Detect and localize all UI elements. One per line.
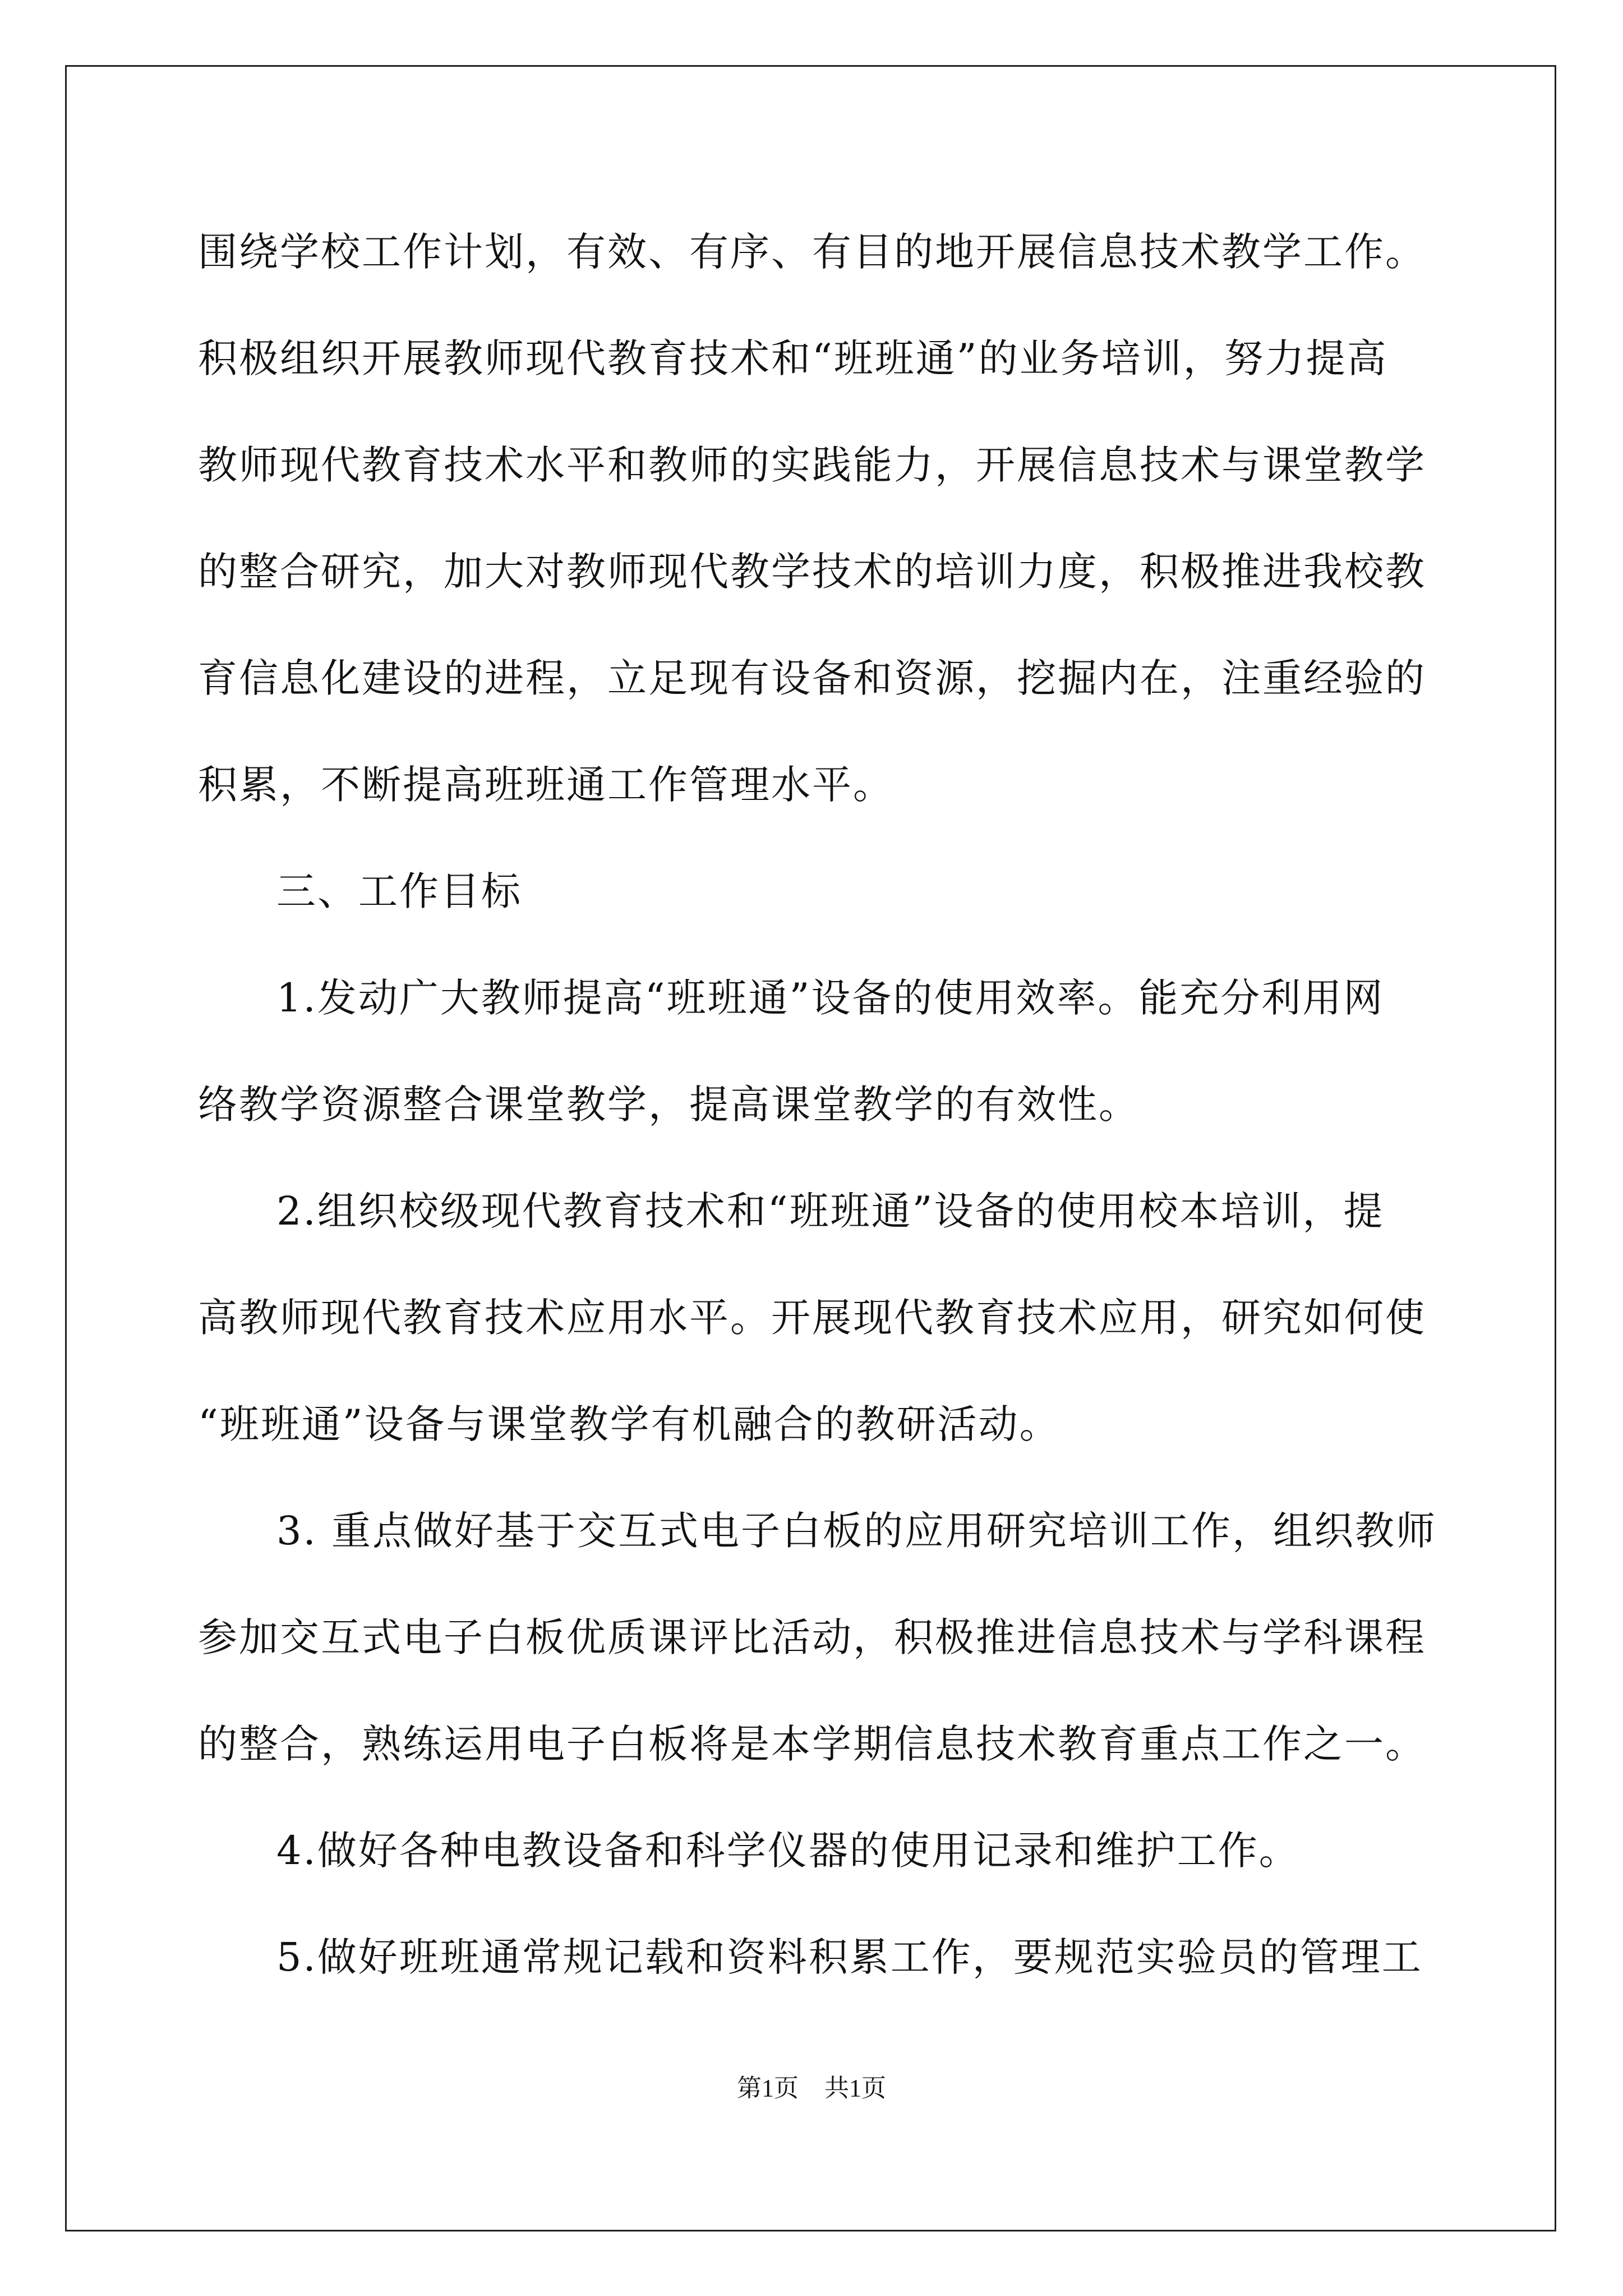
paragraph-line: 的整合研究，加大对教师现代教学技术的培训力度，积极推进我校教 — [198, 549, 1426, 595]
paragraph-line: 高教师现代教育技术应用水平。开展现代教育技术应用，研究如何使 — [198, 1295, 1426, 1341]
paragraph-line: 络教学资源整合课堂教学，提高课堂教学的有效性。 — [198, 1082, 1140, 1128]
paragraph-line: 围绕学校工作计划，有效、有序、有目的地开展信息技术教学工作。 — [198, 229, 1426, 275]
paragraph-line: 积极组织开展教师现代教育技术和“班班通”的业务培训，努力提高 — [198, 335, 1388, 381]
paragraph-line: 育信息化建设的进程，立足现有设备和资源，挖掘内在，注重经验的 — [198, 655, 1426, 701]
paragraph-line: 的整合，熟练运用电子白板将是本学期信息技术教育重点工作之一。 — [198, 1721, 1426, 1767]
paragraph-line: 3. 重点做好基于交互式电子白板的应用研究培训工作，组织教师 — [276, 1508, 1437, 1554]
page-total: 共1页 — [824, 2074, 886, 2102]
paragraph-line: 积累，不断提高班班通工作管理水平。 — [198, 762, 894, 808]
section-heading: 三、工作目标 — [276, 868, 522, 914]
paragraph-line: 2.组织校级现代教育技术和“班班通”设备的使用校本培训，提 — [276, 1188, 1385, 1234]
page-border — [65, 65, 1556, 2231]
page-number: 第1页 — [737, 2074, 799, 2102]
paragraph-line: 5.做好班班通常规记载和资料积累工作，要规范实验员的管理工 — [276, 1934, 1423, 1980]
paragraph-line: 参加交互式电子白板优质课评比活动，积极推进信息技术与学科课程 — [198, 1614, 1426, 1660]
paragraph-line: 教师现代教育技术水平和教师的实践能力，开展信息技术与课堂教学 — [198, 442, 1426, 488]
paragraph-line: 1.发动广大教师提高“班班通”设备的使用效率。能充分利用网 — [276, 975, 1385, 1021]
page-footer — [0, 2072, 1623, 2105]
paragraph-line: 4.做好各种电教设备和科学仪器的使用记录和维护工作。 — [276, 1828, 1300, 1874]
paragraph-line: “班班通”设备与课堂教学有机融合的教研活动。 — [198, 1401, 1061, 1447]
